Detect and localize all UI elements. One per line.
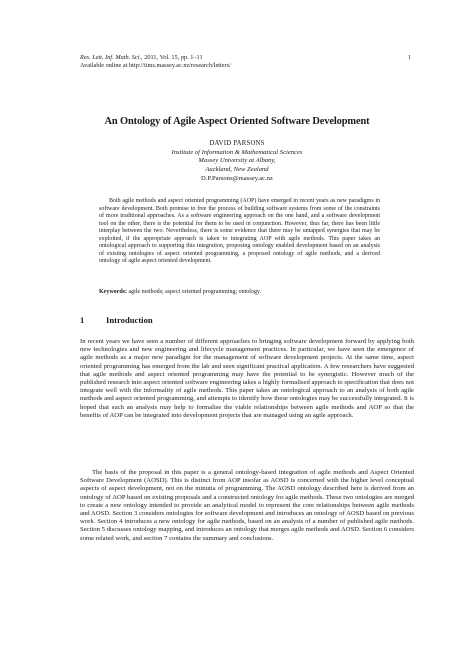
author-institute: Institute of Information & Mathematical Sciences	[171, 148, 303, 156]
keywords-label: Keywords:	[99, 289, 127, 295]
keywords-text: agile methods; aspect oriented programming; ontology.	[127, 289, 262, 295]
intro-paragraph-2: The basis of the proposal in this paper is a general ontology-based integration of agile methods and Aspect Oriented Software Development (AOSD). This is distinct from AOP insofar as AOSD is concerned with the higher level conceptual aspects of aspect development, not on the minutia of programming. The AOSD ontology described here is derived from an ontology of AOP based on existing proposals and a constructed ontology for agile methods. These two ontologies are merged to create a new ontology intended to provide an analytical model to represent the core relationships between agile methods and AOSD. Section 3 considers ontologies for software development and introduces an ontology of AOSD based on previous work. Section 4 introduces a new ontology for agile methods, based on an analysis of a number of published agile methods. Section 5 discusses ontology mapping, and introduces an ontology that merges agile methods and AOSD. Section 6 considers some related work, and section 7 contains the summary and conclusions.	[80, 469, 414, 542]
journal-name: Res. Lett. Inf. Math. Sci.	[80, 54, 142, 61]
abstract: Both agile methods and aspect oriented programming (AOP) have emerged in recent years as new paradigms in software development. Both promise to free the process of building software systems from some of the constraints of more traditional approaches. As a software engineering approach on the one hand, and a software development tool on the other, there is the potential for them to be used in conjunction. However, thus far, there has been little interplay between the two. Nevertheless, there is some evidence that there may be untapped synergies that may be exploited, if the appropriate approach is taken to integrating AOP with agile methods. This paper takes an ontological approach to supporting this integration, proposing ontology enabled development based on an analysis of existing ontologies of aspect oriented programming, a proposed ontology of agile methods, and a derived ontology of agile aspect oriented development.	[99, 198, 380, 265]
author-university: Massey University at Albany,	[198, 157, 276, 165]
author-name: DAVID PARSONS	[209, 140, 265, 147]
section-title: Introduction	[106, 315, 153, 325]
page-number: 1	[408, 54, 412, 61]
keywords	[99, 289, 380, 297]
author-email: D.P.Parsons@massey.ac.nz	[201, 174, 273, 182]
journal-citation: , 2011, Vol. 15, pp. 1–11	[141, 54, 203, 61]
author-city: Auckland, New Zealand	[205, 166, 269, 174]
intro-paragraph-1: In recent years we have seen a number of different approaches to bringing software development forward by applying both new technologies and new engineering and lifecycle management practices. In particular, we have seen the emergence of agile methods as a major new paradigm for the management of software development projects. At the same time, aspect oriented programming has emerged from the lab and seen significant practical application. A few researchers have suggested that agile methods and aspect oriented programming may have the potential to be synergistic. However much of the published research into aspect oriented software engineering takes a highly formalised approach to specification that does not integrate well with the informality of agile methods. This paper takes an ontological approach to an analysis of both agile methods and aspect oriented programming, and attempts to identify how these ontologies may be successfully integrated. It is hoped that such an analysis may help to formalise the viable relationships between agile methods and AOP so that the benefits of AOP can be integrated into development projects that are managed using an agile approach.	[80, 338, 414, 419]
citation-line	[80, 54, 420, 62]
author-block	[60, 140, 414, 184]
section-number: 1	[80, 315, 85, 325]
journal-header	[80, 54, 420, 70]
section-heading	[80, 315, 153, 325]
availability-line: Available online at http://iims.massey.ac.nz/research/letters/	[80, 62, 231, 69]
paper-title: An Ontology of Agile Aspect Oriented Software Development	[104, 116, 370, 127]
